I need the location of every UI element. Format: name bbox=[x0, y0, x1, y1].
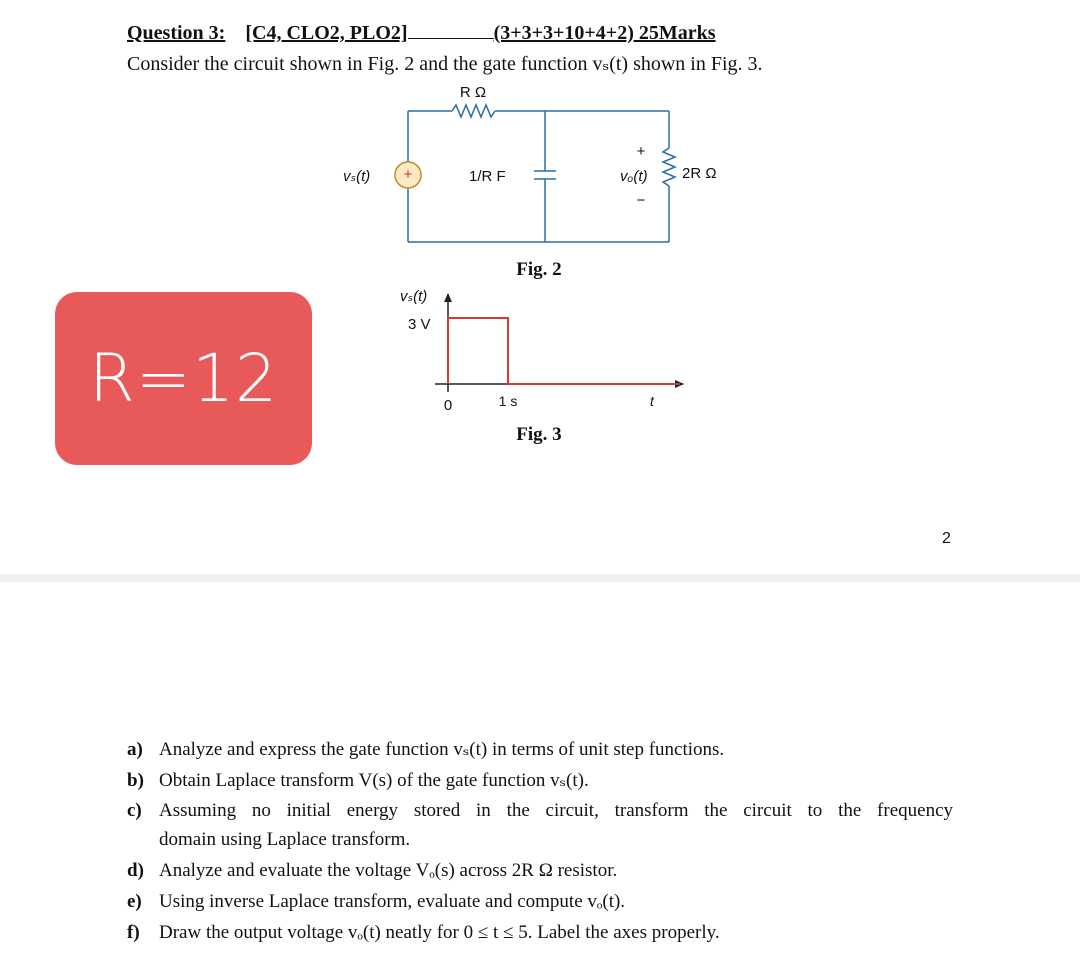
page-number: 2 bbox=[942, 530, 951, 547]
fig2-caption: Fig. 2 bbox=[516, 259, 562, 280]
part-e-text: Using inverse Laplace transform, evaluate and compute vₒ(t). bbox=[159, 891, 626, 912]
question-label: Question 3: bbox=[127, 22, 226, 44]
part-c bbox=[127, 800, 953, 822]
capacitor-label: 1/R F bbox=[469, 168, 506, 185]
part-e-letter: e) bbox=[127, 891, 142, 912]
part-f bbox=[127, 922, 720, 944]
part-f-text: Draw the output voltage vₒ(t) neatly for 0 ≤ t ≤ 5. Label the axes properly. bbox=[159, 922, 720, 943]
part-e bbox=[127, 891, 625, 913]
source-sign: + bbox=[403, 166, 413, 183]
resistor-right-symbol bbox=[663, 148, 675, 186]
fig3-caption: Fig. 3 bbox=[516, 424, 562, 445]
amplitude-label: 3 V bbox=[408, 316, 431, 333]
source-label: vₛ(t) bbox=[343, 168, 371, 185]
resistor-right-label: 2R Ω bbox=[682, 165, 717, 182]
pulse-waveform bbox=[448, 318, 680, 384]
resistor-top-label: R Ω bbox=[459, 84, 487, 101]
part-a bbox=[127, 738, 724, 761]
resistor-top-symbol bbox=[452, 105, 495, 117]
part-d-text: Analyze and evaluate the voltage Vₒ(s) across 2R Ω resistor. bbox=[159, 860, 618, 881]
question-codes: [C4, CLO2, PLO2] bbox=[245, 22, 408, 44]
part-c-text: Assuming no initial energy stored in the circuit, transform the circuit to the frequency bbox=[159, 800, 953, 821]
part-d-letter: d) bbox=[127, 860, 144, 881]
part-c-letter: c) bbox=[127, 800, 142, 821]
t1-label: 1 s bbox=[498, 393, 518, 409]
output-plus-sign: + bbox=[636, 143, 646, 160]
part-c-continued: domain using Laplace transform. bbox=[159, 829, 411, 850]
page-divider bbox=[0, 574, 1080, 582]
part-a-letter: a) bbox=[127, 739, 143, 760]
part-b-text: Obtain Laplace transform V(s) of the gate function vₛ(t). bbox=[159, 770, 589, 791]
t-axis-label: t bbox=[650, 393, 654, 409]
y-axis-label: vₛ(t) bbox=[400, 288, 428, 305]
part-b-letter: b) bbox=[127, 770, 144, 791]
question-marks: (3+3+3+10+4+2) 25Marks bbox=[493, 22, 716, 44]
part-b bbox=[127, 769, 589, 792]
gate-function-figure bbox=[380, 278, 700, 448]
output-minus-sign: − bbox=[636, 192, 646, 209]
part-f-letter: f) bbox=[127, 922, 140, 943]
r-value-text: R=12 bbox=[88, 340, 279, 417]
circuit-figure bbox=[320, 75, 750, 290]
part-a-text: Analyze and express the gate function vₛ(t) in terms of unit step functions. bbox=[159, 739, 725, 760]
origin-label: 0 bbox=[443, 397, 453, 414]
part-d bbox=[127, 860, 617, 882]
question-intro: Consider the circuit shown in Fig. 2 and the gate function vₛ(t) shown in Fig. 3. bbox=[127, 53, 763, 75]
question-heading bbox=[127, 22, 716, 45]
output-voltage-label: vₒ(t) bbox=[620, 168, 648, 185]
